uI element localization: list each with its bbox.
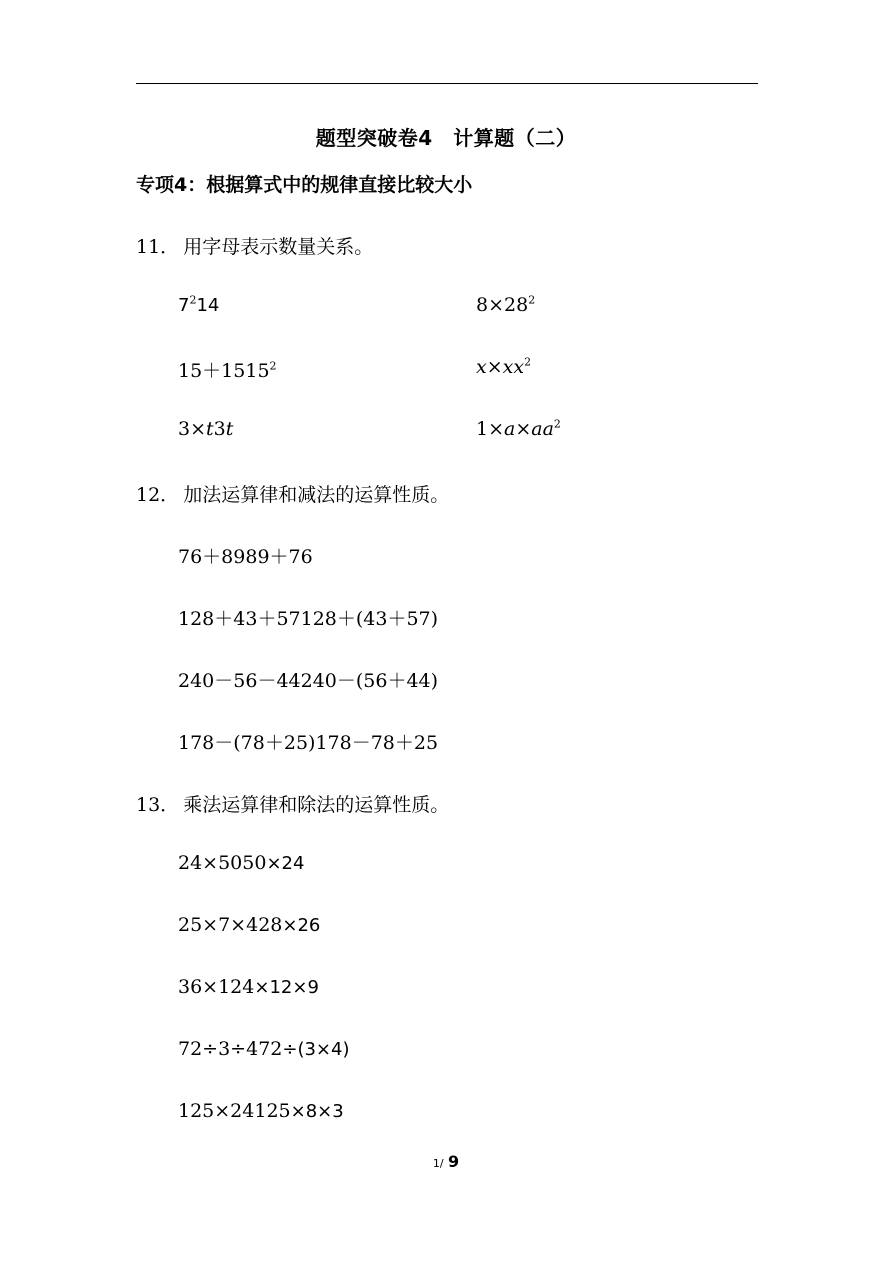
q13-expression-5: 125×24125×8×3 xyxy=(178,1100,344,1122)
question-text: 用字母表示数量关系。 xyxy=(183,236,374,258)
q11-expression-2: $8\times 28^2$ xyxy=(476,293,536,316)
page-number xyxy=(0,1152,892,1171)
question-13 xyxy=(136,790,449,817)
page-current: 1/ xyxy=(432,1157,444,1170)
q13-expression-1: 24×5050×24 xyxy=(178,852,305,874)
q13-expression-4: 72÷3÷472÷(3×4) xyxy=(178,1038,350,1060)
question-text: 乘法运算律和除法的运算性质。 xyxy=(183,794,450,816)
q11-expression-1: $7^214$ xyxy=(178,293,220,316)
question-11 xyxy=(136,232,373,259)
q11-expression-3: $15+1515^2$ xyxy=(178,359,277,382)
question-text: 加法运算律和减法的运算性质。 xyxy=(183,484,450,506)
q12-expression-3: 240－56－44240－(56＋44) xyxy=(178,670,439,692)
section-heading: 专项4：根据算式中的规律直接比较大小 xyxy=(136,174,473,196)
q12-expression-2: 128＋43＋57128＋(43＋57) xyxy=(178,608,439,630)
q13-expression-3: 36×124×12×9 xyxy=(178,976,319,998)
question-12 xyxy=(136,480,449,507)
document-title: 题型突破卷4 计算题（二） xyxy=(315,126,577,150)
q13-expression-2: 25×7×428×26 xyxy=(178,914,321,936)
q12-expression-4: 178－(78＋25)178－78＋25 xyxy=(178,732,439,754)
question-number: 11． xyxy=(136,236,180,258)
q11-expression-6: $1\times a\times aa^2$ xyxy=(476,417,561,440)
q12-expression-1: 76＋8989＋76 xyxy=(178,546,313,568)
q11-expression-5: 3×t3t xyxy=(178,418,234,440)
q11-expression-4: $x\times xx^2$ xyxy=(476,355,532,378)
question-number: 13． xyxy=(136,794,180,816)
page-total: 9 xyxy=(448,1152,460,1171)
question-number: 12． xyxy=(136,484,180,506)
header-rule xyxy=(136,83,758,84)
